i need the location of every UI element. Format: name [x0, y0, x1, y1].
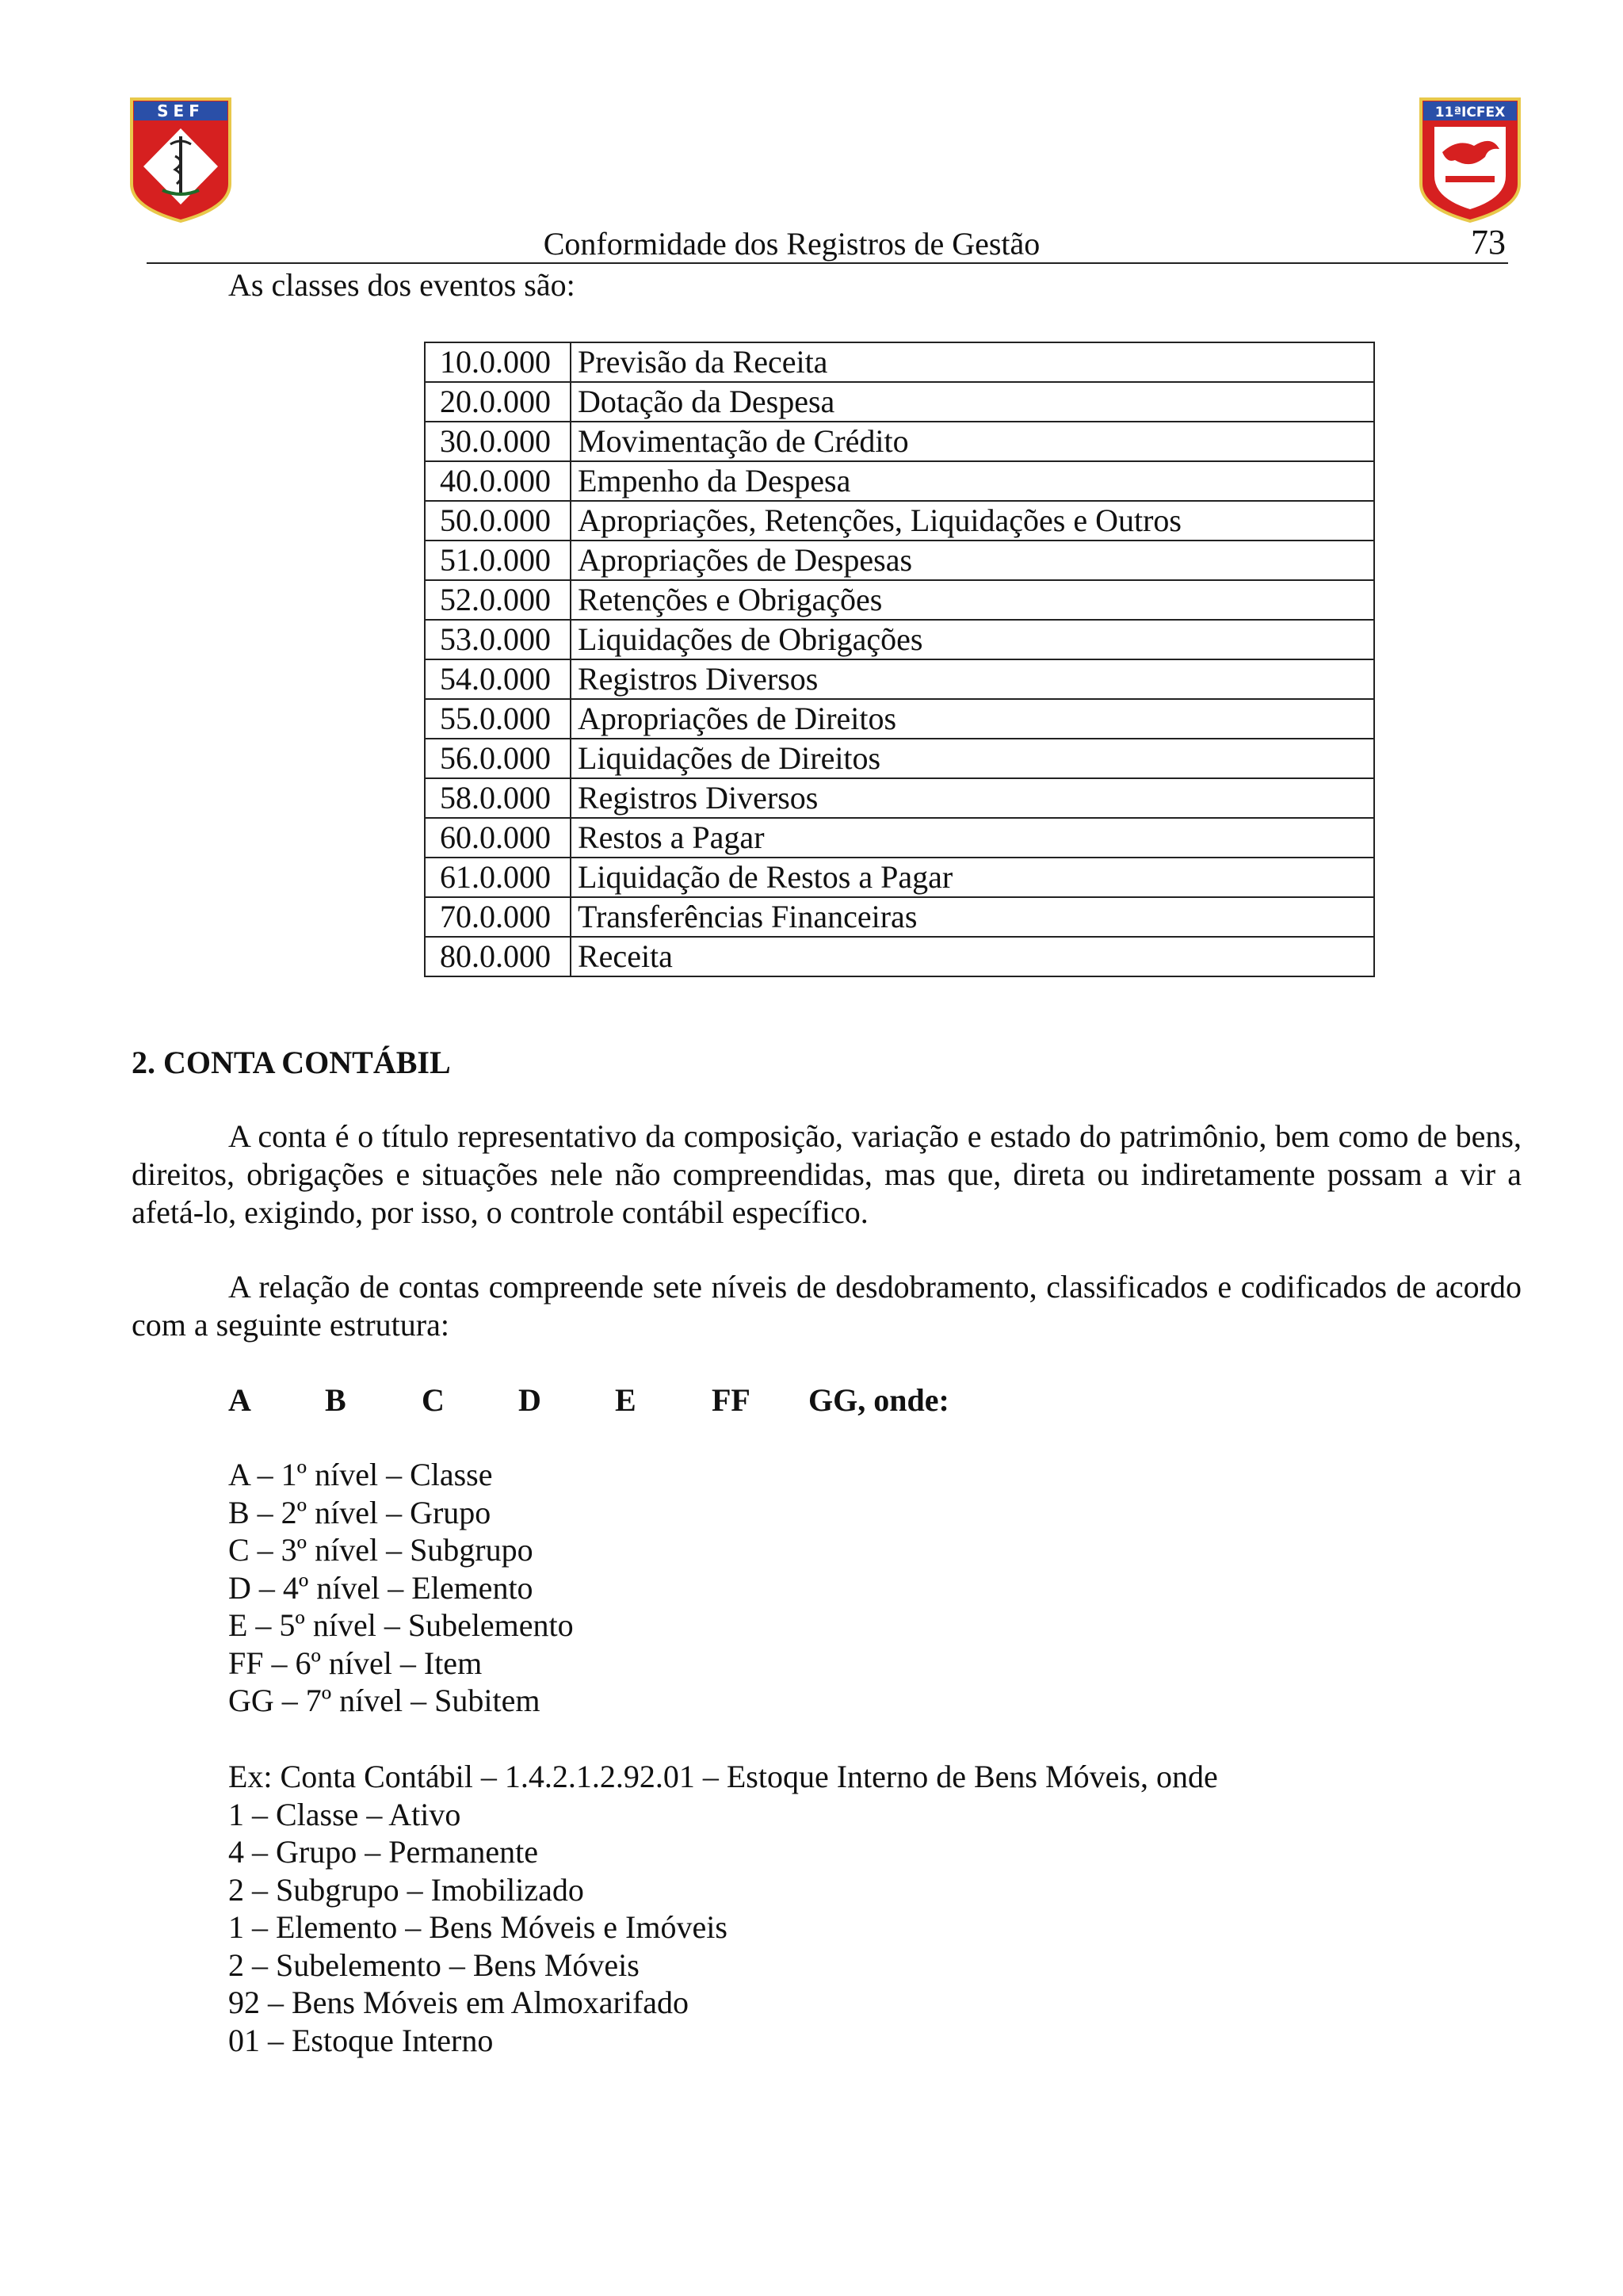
- table-row: [425, 461, 1374, 501]
- paragraph-relacao-text: A relação de contas compreende sete níveis de desdobramento, classificados e codificados de acordo com a seguinte estrutura:: [132, 1269, 1522, 1343]
- sef-shield-logo-icon: [129, 97, 232, 223]
- event-code-cell: 51.0.000: [425, 541, 571, 580]
- event-description-cell: Retenções e Obrigações: [571, 580, 1374, 620]
- page-number: 73: [1471, 223, 1506, 262]
- event-description-cell: Registros Diversos: [571, 659, 1374, 699]
- table-row: [425, 580, 1374, 620]
- example-list: [228, 1758, 1218, 2059]
- example-list-item: 1 – Classe – Ativo: [228, 1796, 461, 1832]
- table-row: [425, 382, 1374, 422]
- level-list-item: A – 1º nível – Classe: [228, 1457, 493, 1492]
- structure-level-b: B: [325, 1382, 346, 1418]
- example-list-item: 1 – Elemento – Bens Móveis e Imóveis: [228, 1909, 727, 1945]
- structure-level-a: A: [228, 1382, 251, 1418]
- event-description-cell: Apropriações de Direitos: [571, 699, 1374, 739]
- table-row: [425, 858, 1374, 897]
- levels-list: [228, 1456, 574, 1720]
- example-list-item: 2 – Subelemento – Bens Móveis: [228, 1946, 640, 1983]
- level-list-item: GG – 7º nível – Subitem: [228, 1683, 540, 1718]
- example-list-item: 92 – Bens Móveis em Almoxarifado: [228, 1985, 689, 2020]
- svg-text:SEF: SEF: [157, 101, 204, 120]
- event-description-cell: Receita: [571, 937, 1374, 976]
- table-row: [425, 659, 1374, 699]
- event-code-cell: 55.0.000: [425, 699, 571, 739]
- header-title: Conformidade dos Registros de Gestão: [543, 226, 1041, 262]
- table-row: [425, 342, 1374, 382]
- table-row: [425, 739, 1374, 778]
- 11-icfex-shield-logo-icon: [1419, 97, 1522, 223]
- event-description-cell: Transferências Financeiras: [571, 897, 1374, 937]
- event-code-cell: 10.0.000: [425, 342, 571, 382]
- event-code-cell: 56.0.000: [425, 739, 571, 778]
- example-list-item: 4 – Grupo – Permanente: [228, 1834, 539, 1870]
- example-list-item: 2 – Subgrupo – Imobilizado: [228, 1871, 584, 1908]
- event-description-cell: Previsão da Receita: [571, 342, 1374, 382]
- event-description-cell: Apropriações de Despesas: [571, 541, 1374, 580]
- event-code-cell: 80.0.000: [425, 937, 571, 976]
- paragraph-relacao: [132, 1268, 1522, 1344]
- structure-level-c: C: [422, 1382, 445, 1418]
- structure-level-e: E: [615, 1382, 636, 1418]
- event-code-cell: 52.0.000: [425, 580, 571, 620]
- paragraph-conta: [132, 1117, 1522, 1232]
- section-heading: 2. CONTA CONTÁBIL: [132, 1045, 451, 1080]
- intro-text: As classes dos eventos são:: [228, 267, 575, 303]
- event-code-cell: 40.0.000: [425, 461, 571, 501]
- event-description-cell: Registros Diversos: [571, 778, 1374, 818]
- table-row: [425, 699, 1374, 739]
- example-list-item: 01 – Estoque Interno: [228, 2022, 494, 2058]
- event-description-cell: Restos a Pagar: [571, 818, 1374, 858]
- structure-level-gg: GG, onde:: [808, 1382, 949, 1418]
- event-code-cell: 30.0.000: [425, 422, 571, 461]
- level-list-item: D – 4º nível – Elemento: [228, 1569, 533, 1606]
- table-row: [425, 778, 1374, 818]
- event-description-cell: Liquidações de Obrigações: [571, 620, 1374, 659]
- event-description-cell: Liquidações de Direitos: [571, 739, 1374, 778]
- table-row: [425, 937, 1374, 976]
- table-row: [425, 818, 1374, 858]
- event-code-cell: 61.0.000: [425, 858, 571, 897]
- table-row: [425, 422, 1374, 461]
- level-list-item: E – 5º nível – Subelemento: [228, 1607, 574, 1643]
- event-description-cell: Movimentação de Crédito: [571, 422, 1374, 461]
- table-row: [425, 897, 1374, 937]
- structure-level-ff: FF: [712, 1382, 750, 1418]
- example-list-item: Ex: Conta Contábil – 1.4.2.1.2.92.01 – Estoque Interno de Bens Móveis, onde: [228, 1759, 1218, 1794]
- event-description-cell: Liquidação de Restos a Pagar: [571, 858, 1374, 897]
- event-description-cell: Empenho da Despesa: [571, 461, 1374, 501]
- event-code-cell: 60.0.000: [425, 818, 571, 858]
- header-divider: [147, 262, 1508, 264]
- table-row: [425, 541, 1374, 580]
- event-code-cell: 20.0.000: [425, 382, 571, 422]
- event-code-cell: 50.0.000: [425, 501, 571, 541]
- table-row: [425, 501, 1374, 541]
- level-list-item: B – 2º nível – Grupo: [228, 1494, 491, 1530]
- event-code-cell: 53.0.000: [425, 620, 571, 659]
- events-class-table: [424, 342, 1375, 977]
- level-list-item: FF – 6º nível – Item: [228, 1645, 483, 1681]
- event-description-cell: Apropriações, Retenções, Liquidações e Outros: [571, 501, 1374, 541]
- event-code-cell: 58.0.000: [425, 778, 571, 818]
- level-list-item: C – 3º nível – Subgrupo: [228, 1532, 533, 1568]
- table-row: [425, 620, 1374, 659]
- event-description-cell: Dotação da Despesa: [571, 382, 1374, 422]
- events-table-body: [425, 342, 1374, 976]
- paragraph-conta-text: A conta é o título representativo da composição, variação e estado do patrimônio, bem como de bens, direitos, obrigações e situações nele não compreendidas, mas que, direta ou indiretamente possam a vir a afetá-lo, exigindo, por isso, o controle contábil específico.: [132, 1118, 1522, 1230]
- event-code-cell: 54.0.000: [425, 659, 571, 699]
- svg-text:11ªICFEX: 11ªICFEX: [1434, 105, 1506, 120]
- structure-level-d: D: [518, 1382, 541, 1418]
- event-code-cell: 70.0.000: [425, 897, 571, 937]
